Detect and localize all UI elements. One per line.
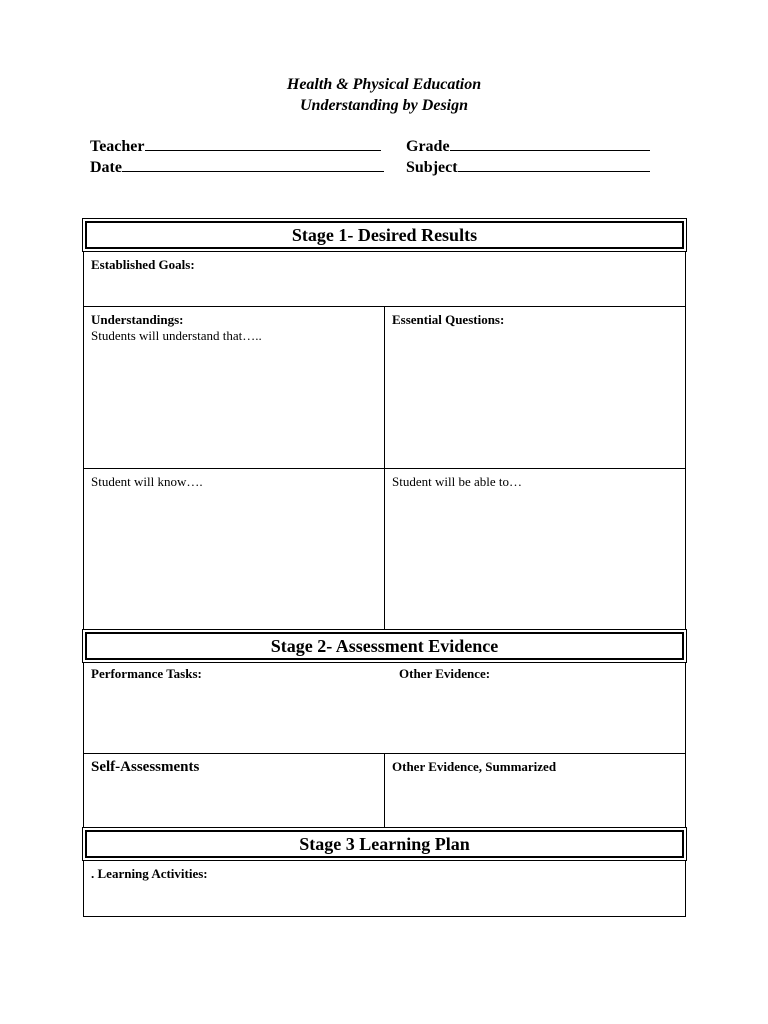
grade-field[interactable] bbox=[406, 138, 650, 156]
stage3-header bbox=[82, 827, 687, 861]
date-field[interactable] bbox=[90, 159, 384, 177]
subject-label: Subject bbox=[406, 159, 458, 176]
document-title: Health & Physical Education bbox=[286, 76, 482, 93]
stage1-title: Stage 1- Desired Results bbox=[85, 221, 684, 249]
document-subtitle: Understanding by Design bbox=[299, 97, 469, 114]
stage2-title: Stage 2- Assessment Evidence bbox=[85, 632, 684, 660]
essential-questions-label: Essential Questions: bbox=[392, 312, 505, 327]
teacher-field[interactable] bbox=[90, 138, 381, 156]
student-will-be-able-cell[interactable] bbox=[384, 468, 686, 630]
self-assessments-label: Self-Assessments bbox=[91, 759, 200, 775]
understandings-cell[interactable] bbox=[83, 306, 385, 469]
established-goals-label: Established Goals: bbox=[91, 257, 195, 272]
stage3-title: Stage 3 Learning Plan bbox=[85, 830, 684, 858]
other-evidence-summarized-label: Other Evidence, Summarized bbox=[392, 759, 557, 774]
stage1-header bbox=[82, 218, 687, 252]
teacher-label: Teacher bbox=[90, 138, 145, 155]
performance-tasks-label: Performance Tasks: bbox=[91, 666, 202, 681]
grade-blank-line[interactable] bbox=[450, 138, 650, 151]
performance-evidence-cell[interactable] bbox=[83, 662, 686, 754]
teacher-blank-line[interactable] bbox=[145, 138, 381, 151]
grade-label: Grade bbox=[406, 138, 450, 155]
learning-activities-cell[interactable] bbox=[83, 860, 686, 917]
understandings-label: Understandings: bbox=[91, 312, 184, 327]
established-goals-cell[interactable] bbox=[83, 251, 686, 307]
student-will-know-cell[interactable] bbox=[83, 468, 385, 630]
self-assessments-cell[interactable] bbox=[83, 753, 385, 828]
date-blank-line[interactable] bbox=[122, 159, 384, 172]
essential-questions-cell[interactable] bbox=[384, 306, 686, 469]
student-will-be-able-label: Student will be able to… bbox=[392, 474, 522, 489]
other-evidence-label: Other Evidence: bbox=[399, 666, 491, 681]
subject-blank-line[interactable] bbox=[458, 159, 650, 172]
stage2-header bbox=[82, 629, 687, 663]
learning-activities-label: . Learning Activities: bbox=[91, 866, 208, 881]
subject-field[interactable] bbox=[406, 159, 650, 177]
other-evidence-summarized-cell[interactable] bbox=[384, 753, 686, 828]
understandings-prompt: Students will understand that….. bbox=[91, 328, 262, 343]
student-will-know-label: Student will know…. bbox=[91, 474, 203, 489]
date-label: Date bbox=[90, 159, 122, 176]
